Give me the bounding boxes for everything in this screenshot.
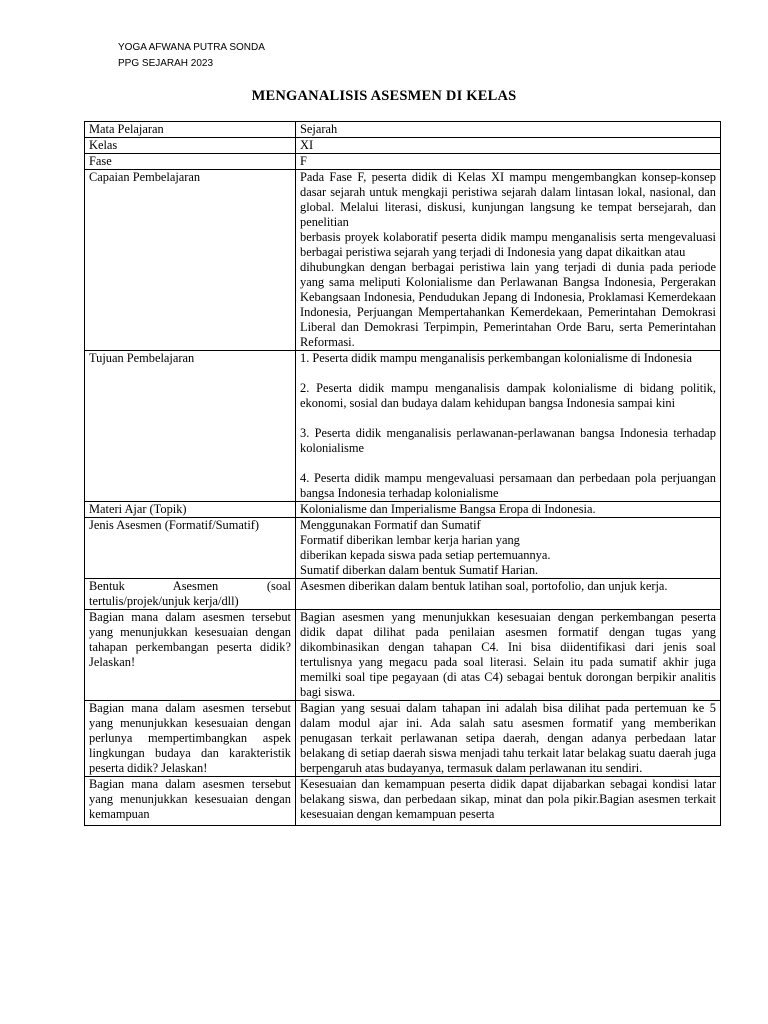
jenis-line: Sumatif diberkan dalam bentuk Sumatif Harian. [300,563,539,577]
program-name: PPG SEJARAH 2023 [118,58,214,69]
table-row [85,138,721,154]
cp-paragraph: Pada Fase F, peserta didik di Kelas XI mampu mengembangkan konsep-konsep dasar sejarah untuk mengkaji peristiwa sejarah dalam lintasan lokal, nasional, dan global. Melalui literasi, diskusi, kunjungan langsung ke tempat bersejarah, dan penelitian [300,170,716,229]
table-row [85,579,721,610]
table-row [85,502,721,518]
tujuan-pembelajaran-cell [296,351,721,502]
table-row [85,122,721,138]
tp-item: 3. Peserta didik menganalisis perlawanan-perlawanan bangsa Indonesia terhadap kolonialisme [300,426,716,455]
assessment-table [84,121,721,826]
row-label: Tujuan Pembelajaran [85,351,296,502]
table-row [85,351,721,502]
row-label: Jenis Asesmen (Formatif/Sumatif) [85,518,296,579]
jenis-line: Menggunakan Formatif dan Sumatif [300,518,481,532]
question-label: Bagian mana dalam asesmen tersebut yang menunjukkan kesesuaian dengan perlunya mempertimbangkan aspek lingkungan budaya dan karakteristik peserta didik? Jelaskan! [85,701,296,777]
table-row [85,154,721,170]
table-row [85,777,721,826]
question-answer: Bagian asesmen yang menunjukkan kesesuaian dengan perkembangan peserta didik dapat dilihat pada penilaian asesmen formatif dengan tugas yang dikombinasikan dengan tahapan C4. Ini bisa diidentifikasi dari jenis soal tertulisnya yang megacu pada soal literasi. Selain itu pada sumatif akhir juga memilki soal tipe pegayaan (di atas C4) sebagai bentuk dorongan berpikir analitis bagi siswa. [296,610,721,701]
tp-item: 1. Peserta didik mampu menganalisis perkembangan kolonialisme di Indonesia [300,351,692,365]
table-row [85,701,721,777]
tp-item: 2. Peserta didik mampu menganalisis dampak kolonialisme di bidang politik, ekonomi, sosial dan budaya dalam kehidupan bangsa Indonesia sampai kini [300,381,716,410]
row-value: Kolonialisme dan Imperialisme Bangsa Eropa di Indonesia. [296,502,721,518]
question-answer [296,777,721,826]
cp-paragraph: berbasis proyek kolaboratif peserta didik mampu menganalisis serta mengevaluasi berbagai peristiwa sejarah yang terjadi di Indonesia yang dapat dikaitkan atau [300,230,716,259]
tp-item: 4. Peserta didik mampu mengevaluasi persamaan dan perbedaan pola perjuangan bangsa Indonesia terhadap kolonialisme [300,471,716,500]
table-row [85,170,721,351]
row-label: Materi Ajar (Topik) [85,502,296,518]
jenis-line: diberikan kepada siswa pada setiap pertemuannya. [300,548,551,562]
row-value: F [296,154,721,170]
table-row [85,518,721,579]
jenis-asesmen-cell [296,518,721,579]
row-label: Kelas [85,138,296,154]
row-value: Asesmen diberikan dalam bentuk latihan soal, portofolio, dan unjuk kerja. [296,579,721,610]
cp-paragraph: dihubungkan dengan berbagai peristiwa lain yang terjadi di dunia pada periode yang sama meliputi Kolonialisme dan Perlawanan Bangsa Indonesia, Pergerakan Kebangsaan Indonesia, Pendudukan Jepang di Indonesia, Proklamasi Kemerdekaan Indonesia, Perjuangan Mempertahankan Kemerdekaan, Pemerintahan Demokrasi Liberal dan Demokrasi Terpimpin, Pemerintahan Orde Baru, serta Pemerintahan Reformasi. [300,260,716,349]
row-label: Capaian Pembelajaran [85,170,296,351]
row-value: XI [296,138,721,154]
document-title: MENGANALISIS ASESMEN DI KELAS [251,88,517,104]
capaian-pembelajaran-cell [296,170,721,351]
question-label-text: Bagian mana dalam asesmen tersebut yang menunjukkan kesesuaian dengan kemampuan [89,777,291,821]
question-label [85,777,296,826]
author-name: YOGA AFWANA PUTRA SONDA [118,42,265,53]
question-answer: Bagian yang sesuai dalam tahapan ini adalah bisa dilihat pada pertemuan ke 5 dalam modul ajar ini. Ada salah satu asesmen formatif yang memberikan penugasan terkait perlawanan setipa daerah, dengan adanya perbedaan latar belakang di setiap daerah siswa menjadi tahu terkait latar belakag suatu daerah juga berpengaruh atas budayanya, termasuk dalam perlawanan itu sendiri. [296,701,721,777]
row-label: Mata Pelajaran [85,122,296,138]
table-row [85,610,721,701]
row-value: Sejarah [296,122,721,138]
row-label: Fase [85,154,296,170]
jenis-line: Formatif diberikan lembar kerja harian yang [300,533,520,547]
question-label: Bagian mana dalam asesmen tersebut yang menunjukkan kesesuaian dengan tahapan perkembangan peserta didik? Jelaskan! [85,610,296,701]
author-header [118,40,265,72]
question-answer-text: Kesesuaian dan kemampuan peserta didik dapat dijabarkan sebagai kondisi latar belakang siswa, dan perbedaan sikap, minat dan pola pikir.Bagian asesmen terkait kesesuaian dengan kemampuan peserta [300,777,716,821]
row-label: Bentuk Asesmen (soal tertulis/projek/unjuk kerja/dll) [85,579,296,610]
